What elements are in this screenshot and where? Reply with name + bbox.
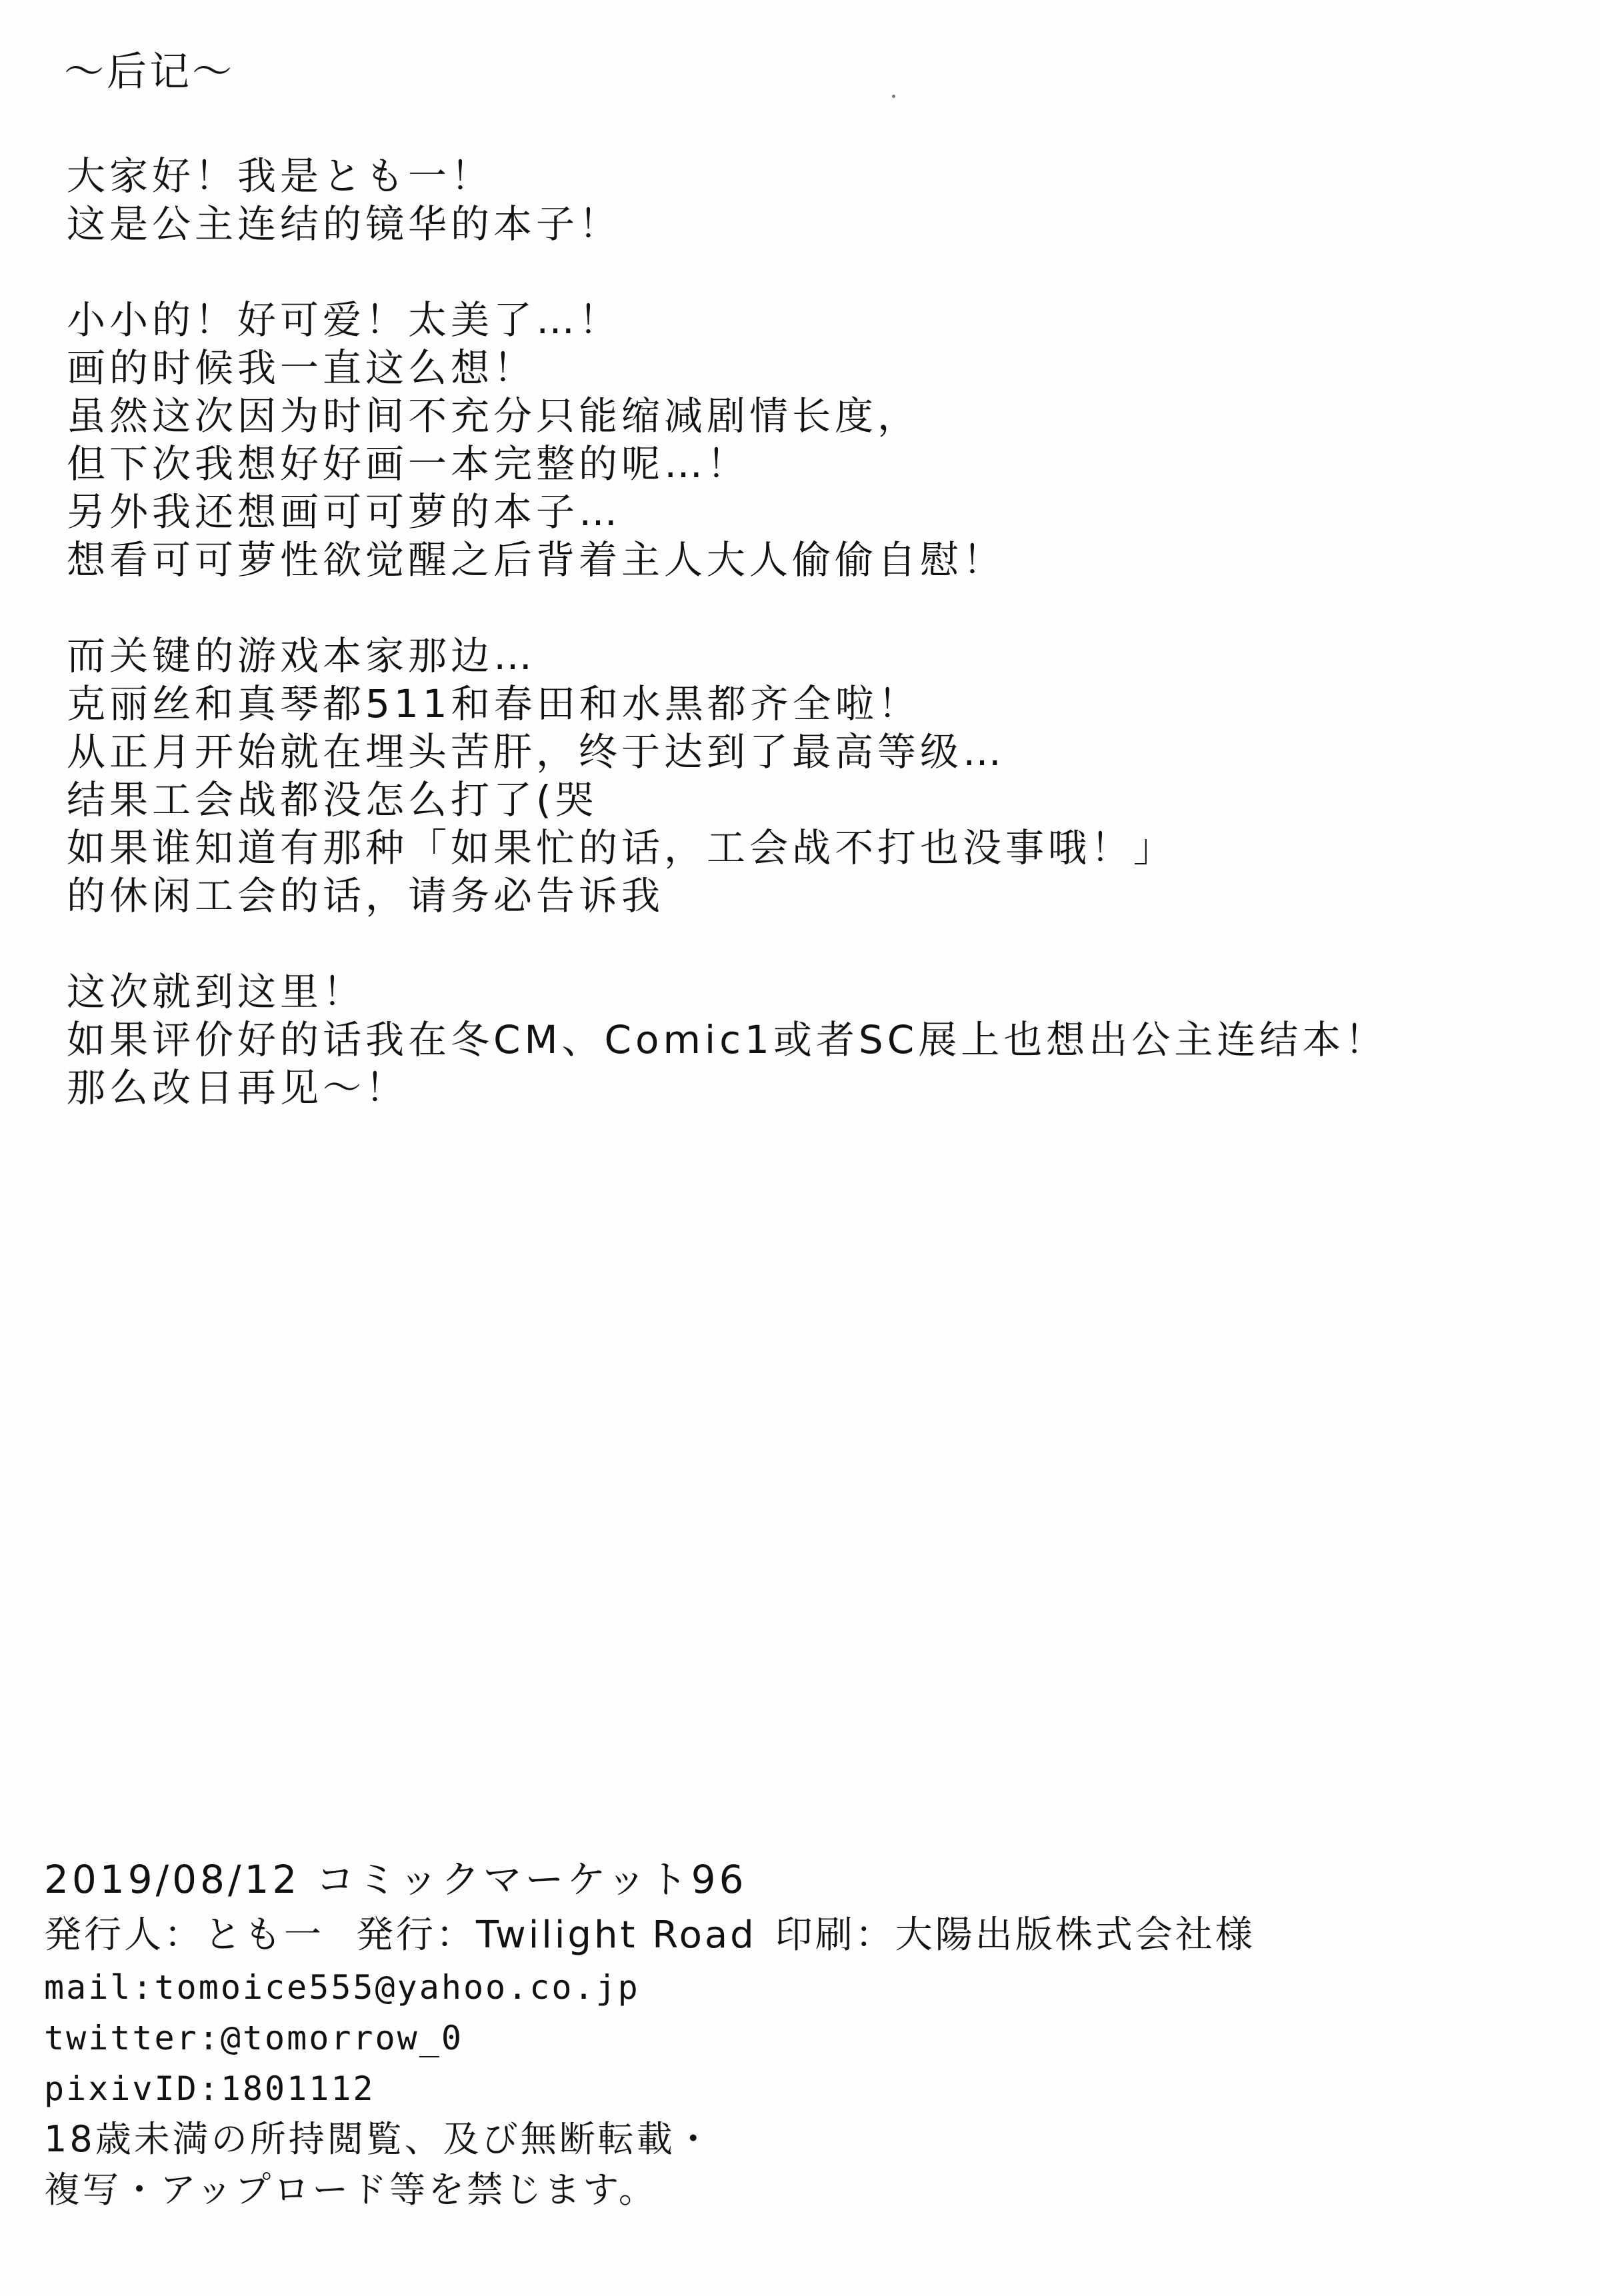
afterword-paragraph-greeting	[67, 152, 1547, 248]
publication-credits	[44, 1910, 1551, 1961]
printer-label: 印刷：大陽出版株式会社様	[775, 1913, 1255, 1957]
text-line: 克丽丝和真琴都511和春田和水黒都齐全啦！	[67, 681, 921, 726]
text-line: 虽然这次因为时间不充分只能缩减剧情长度，	[67, 393, 921, 439]
afterword-paragraph-thoughts	[67, 296, 1547, 584]
text-line: 如果谁知道有那种「如果忙的话，工会战不打也没事哦！」	[67, 825, 1177, 870]
afterword-paragraph-closing	[67, 968, 1547, 1112]
text-line: 而关键的游戏本家那边…	[67, 633, 537, 678]
text-line: 如果评价好的话我在冬CM、Comic1或者SC展上也想出公主连结本！	[67, 1017, 1388, 1062]
colophon	[44, 1853, 1551, 2215]
publisher-label: 発行人：とも一	[44, 1913, 324, 1957]
text-line: 画的时候我一直这么想！	[67, 345, 537, 391]
mail-address: mail:tomoice555@yahoo.co.jp	[44, 1968, 640, 2007]
text-line: 的休闲工会的话，请务必告诉我	[67, 873, 665, 918]
pixiv-id: pixivID:1801112	[44, 2069, 375, 2108]
afterword-title: 〜后记〜	[64, 49, 235, 95]
text-line: 小小的！好可爱！太美了…！	[67, 297, 622, 343]
copy-prohibition-notice: 複写・アップロード等を禁じます。	[44, 2169, 657, 2211]
text-line: 这是公主连结的镜华的本子！	[67, 201, 622, 247]
text-line: 大家好！我是とも一！	[67, 153, 494, 199]
text-line: 结果工会战都没怎么打了(哭	[67, 777, 598, 822]
afterword-paragraph-game	[67, 632, 1547, 920]
text-line: 但下次我想好好画一本完整的呢…！	[67, 441, 750, 487]
age-restriction-notice: 18歳未満の所持閲覧、及び無断転載・	[44, 2118, 714, 2160]
twitter-handle: twitter:@tomorrow_0	[44, 2019, 463, 2057]
text-line: 另外我还想画可可萝的本子…	[67, 489, 622, 535]
text-line: 那么改日再见～！	[67, 1065, 409, 1110]
afterword-body	[67, 152, 1547, 1160]
issuer-label: 発行：Twilight Road	[356, 1913, 757, 1957]
text-line: 想看可可萝性欲觉醒之后背着主人大人偷偷自慰！	[67, 537, 1006, 582]
text-line: 这次就到这里！	[67, 969, 366, 1014]
scan-speck	[892, 95, 895, 98]
text-line: 从正月开始就在埋头苦肝，终于达到了最高等级…	[67, 729, 1006, 774]
event-date: 2019/08/12 コミックマーケット96	[44, 1857, 747, 1902]
